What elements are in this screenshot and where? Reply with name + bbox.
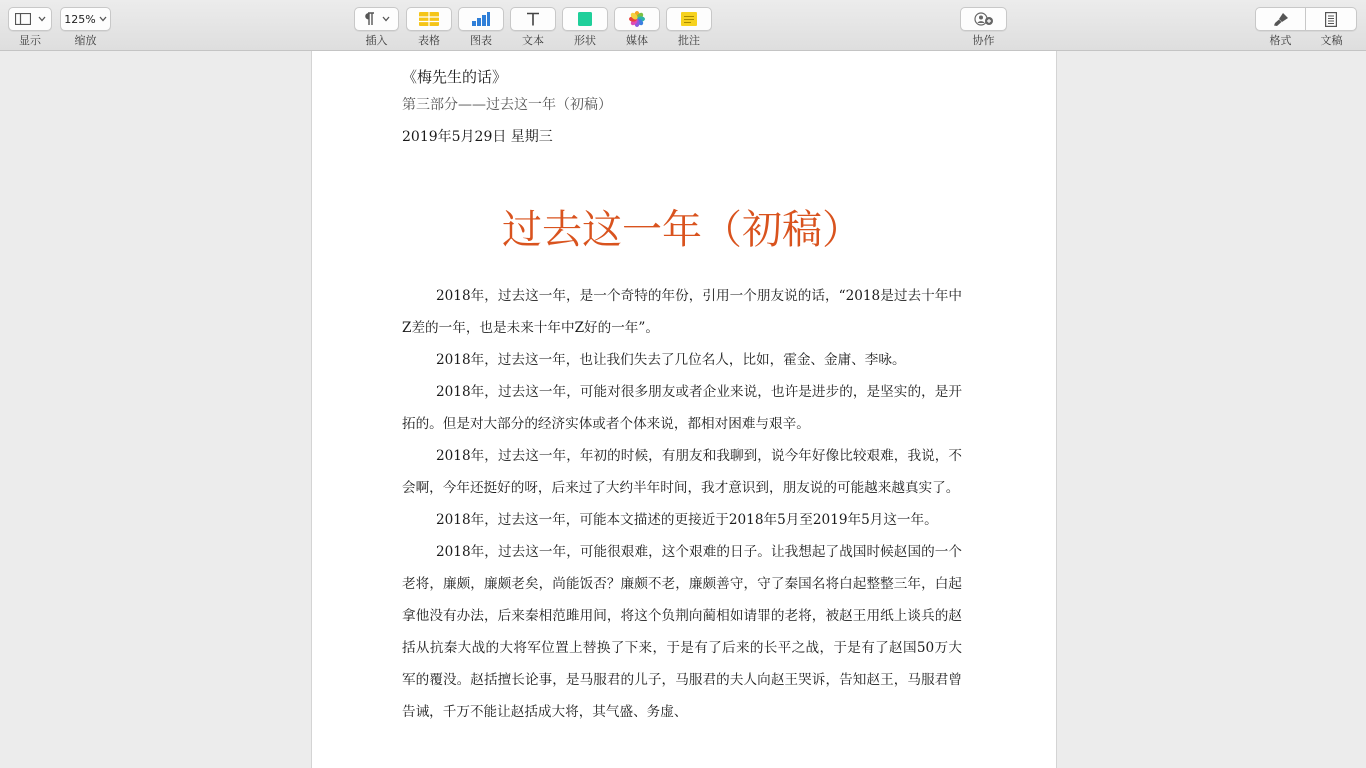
view-label: 显示 (19, 34, 41, 47)
text-box-icon (526, 12, 540, 26)
bar-chart-icon (472, 12, 490, 26)
document-label: 文稿 (1320, 34, 1343, 47)
inspector-segmented (1255, 7, 1357, 31)
format-label: 格式 (1269, 34, 1292, 47)
media-button[interactable] (614, 7, 660, 31)
shape-label: 形状 (574, 34, 596, 47)
square-shape-icon (578, 12, 592, 26)
table-icon (419, 12, 439, 26)
view-button[interactable] (8, 7, 52, 31)
paintbrush-icon (1273, 12, 1289, 26)
paragraph-icon (363, 12, 375, 26)
shape-button[interactable] (562, 7, 608, 31)
zoom-value: 125% (64, 12, 96, 26)
chevron-down-icon (99, 16, 107, 22)
chevron-down-icon (38, 16, 46, 22)
media-control[interactable] (614, 7, 660, 48)
add-person-icon (974, 12, 994, 26)
document-icon (1325, 12, 1337, 27)
document-date: 2019年5月29日 星期三 (402, 129, 553, 145)
comment-control[interactable] (666, 7, 712, 48)
document-page[interactable] (311, 51, 1057, 768)
paragraph: 2018年，过去这一年，是一个奇特的年份，引用一个朋友说的话，“2018是过去十年中Z差的一年，也是未来十年中Z好的一年”。 (402, 288, 962, 336)
shape-control[interactable] (562, 7, 608, 48)
zoom-label: 缩放 (74, 34, 97, 47)
table-label: 表格 (418, 34, 440, 47)
sidebar-view-icon (15, 13, 31, 25)
text-control[interactable] (510, 7, 556, 48)
part-title: 第三部分——过去这一年（初稿） (402, 97, 612, 113)
body-text (402, 280, 962, 728)
comment-button[interactable] (666, 7, 712, 31)
insert-button[interactable] (354, 7, 399, 31)
comment-label: 批注 (678, 34, 700, 47)
insert-control[interactable] (354, 7, 399, 48)
text-label: 文本 (522, 34, 544, 47)
photos-icon (629, 11, 645, 27)
collaborate-button[interactable] (960, 7, 1007, 31)
toolbar (0, 0, 1366, 51)
document-button[interactable] (1306, 7, 1357, 31)
chart-button[interactable] (458, 7, 504, 31)
chevron-down-icon (382, 16, 390, 22)
view-control[interactable] (8, 7, 52, 48)
sticky-note-icon (681, 12, 697, 26)
collaborate-control[interactable] (960, 7, 1007, 48)
insert-label: 插入 (365, 34, 388, 47)
table-button[interactable] (406, 7, 452, 31)
zoom-select[interactable] (60, 7, 111, 31)
paragraph: 2018年，过去这一年，年初的时候，有朋友和我聊到，说今年好像比较艰难，我说，不会啊，今年还挺好的呀，后来过了大约半年时间，我才意识到，朋友说的可能越来越真实了。 (402, 448, 962, 496)
paragraph: 2018年，过去这一年，可能本文描述的更接近于2018年5月至2019年5月这一年。 (436, 512, 938, 528)
collaborate-label: 协作 (972, 34, 995, 47)
document-canvas[interactable] (0, 51, 1366, 768)
text-button[interactable] (510, 7, 556, 31)
paragraph: 2018年，过去这一年，可能很艰难，这个艰难的日子。让我想起了战国时候赵国的一个老将，廉颇，廉颇老矣，尚能饭否？廉颇不老，廉颇善守，守了秦国名将白起整整三年，白起拿他没有办法，后来秦相范雎用间，将这个负荆向蔺相如请罪的老将，被赵王用纸上谈兵的赵括从抗秦大战的大将军位置上替换了下来，于是有了后来的长平之战，于是有了赵国50万大军的覆没。赵括擅长论事，是马服君的儿子，马服君的夫人向赵王哭诉，告知赵王，马服君曾告诫，千万不能让赵括成大将，其气盛、务虚、 (402, 544, 962, 720)
zoom-control[interactable] (60, 7, 111, 48)
paragraph: 2018年，过去这一年，也让我们失去了几位名人，比如，霍金、金庸、李咏。 (436, 352, 906, 368)
format-button[interactable] (1255, 7, 1306, 31)
chart-label: 图表 (470, 34, 492, 47)
media-label: 媒体 (626, 34, 648, 47)
chart-control[interactable] (458, 7, 504, 48)
document-body[interactable] (402, 65, 962, 728)
document-title: 过去这一年（初稿） (502, 207, 862, 253)
book-title: 《梅先生的话》 (402, 68, 508, 86)
table-control[interactable] (406, 7, 452, 48)
inspector-control (1255, 7, 1357, 48)
paragraph: 2018年，过去这一年，可能对很多朋友或者企业来说，也许是进步的，是坚实的，是开拓的。但是对大部分的经济实体或者个体来说，都相对困难与艰辛。 (402, 384, 962, 432)
